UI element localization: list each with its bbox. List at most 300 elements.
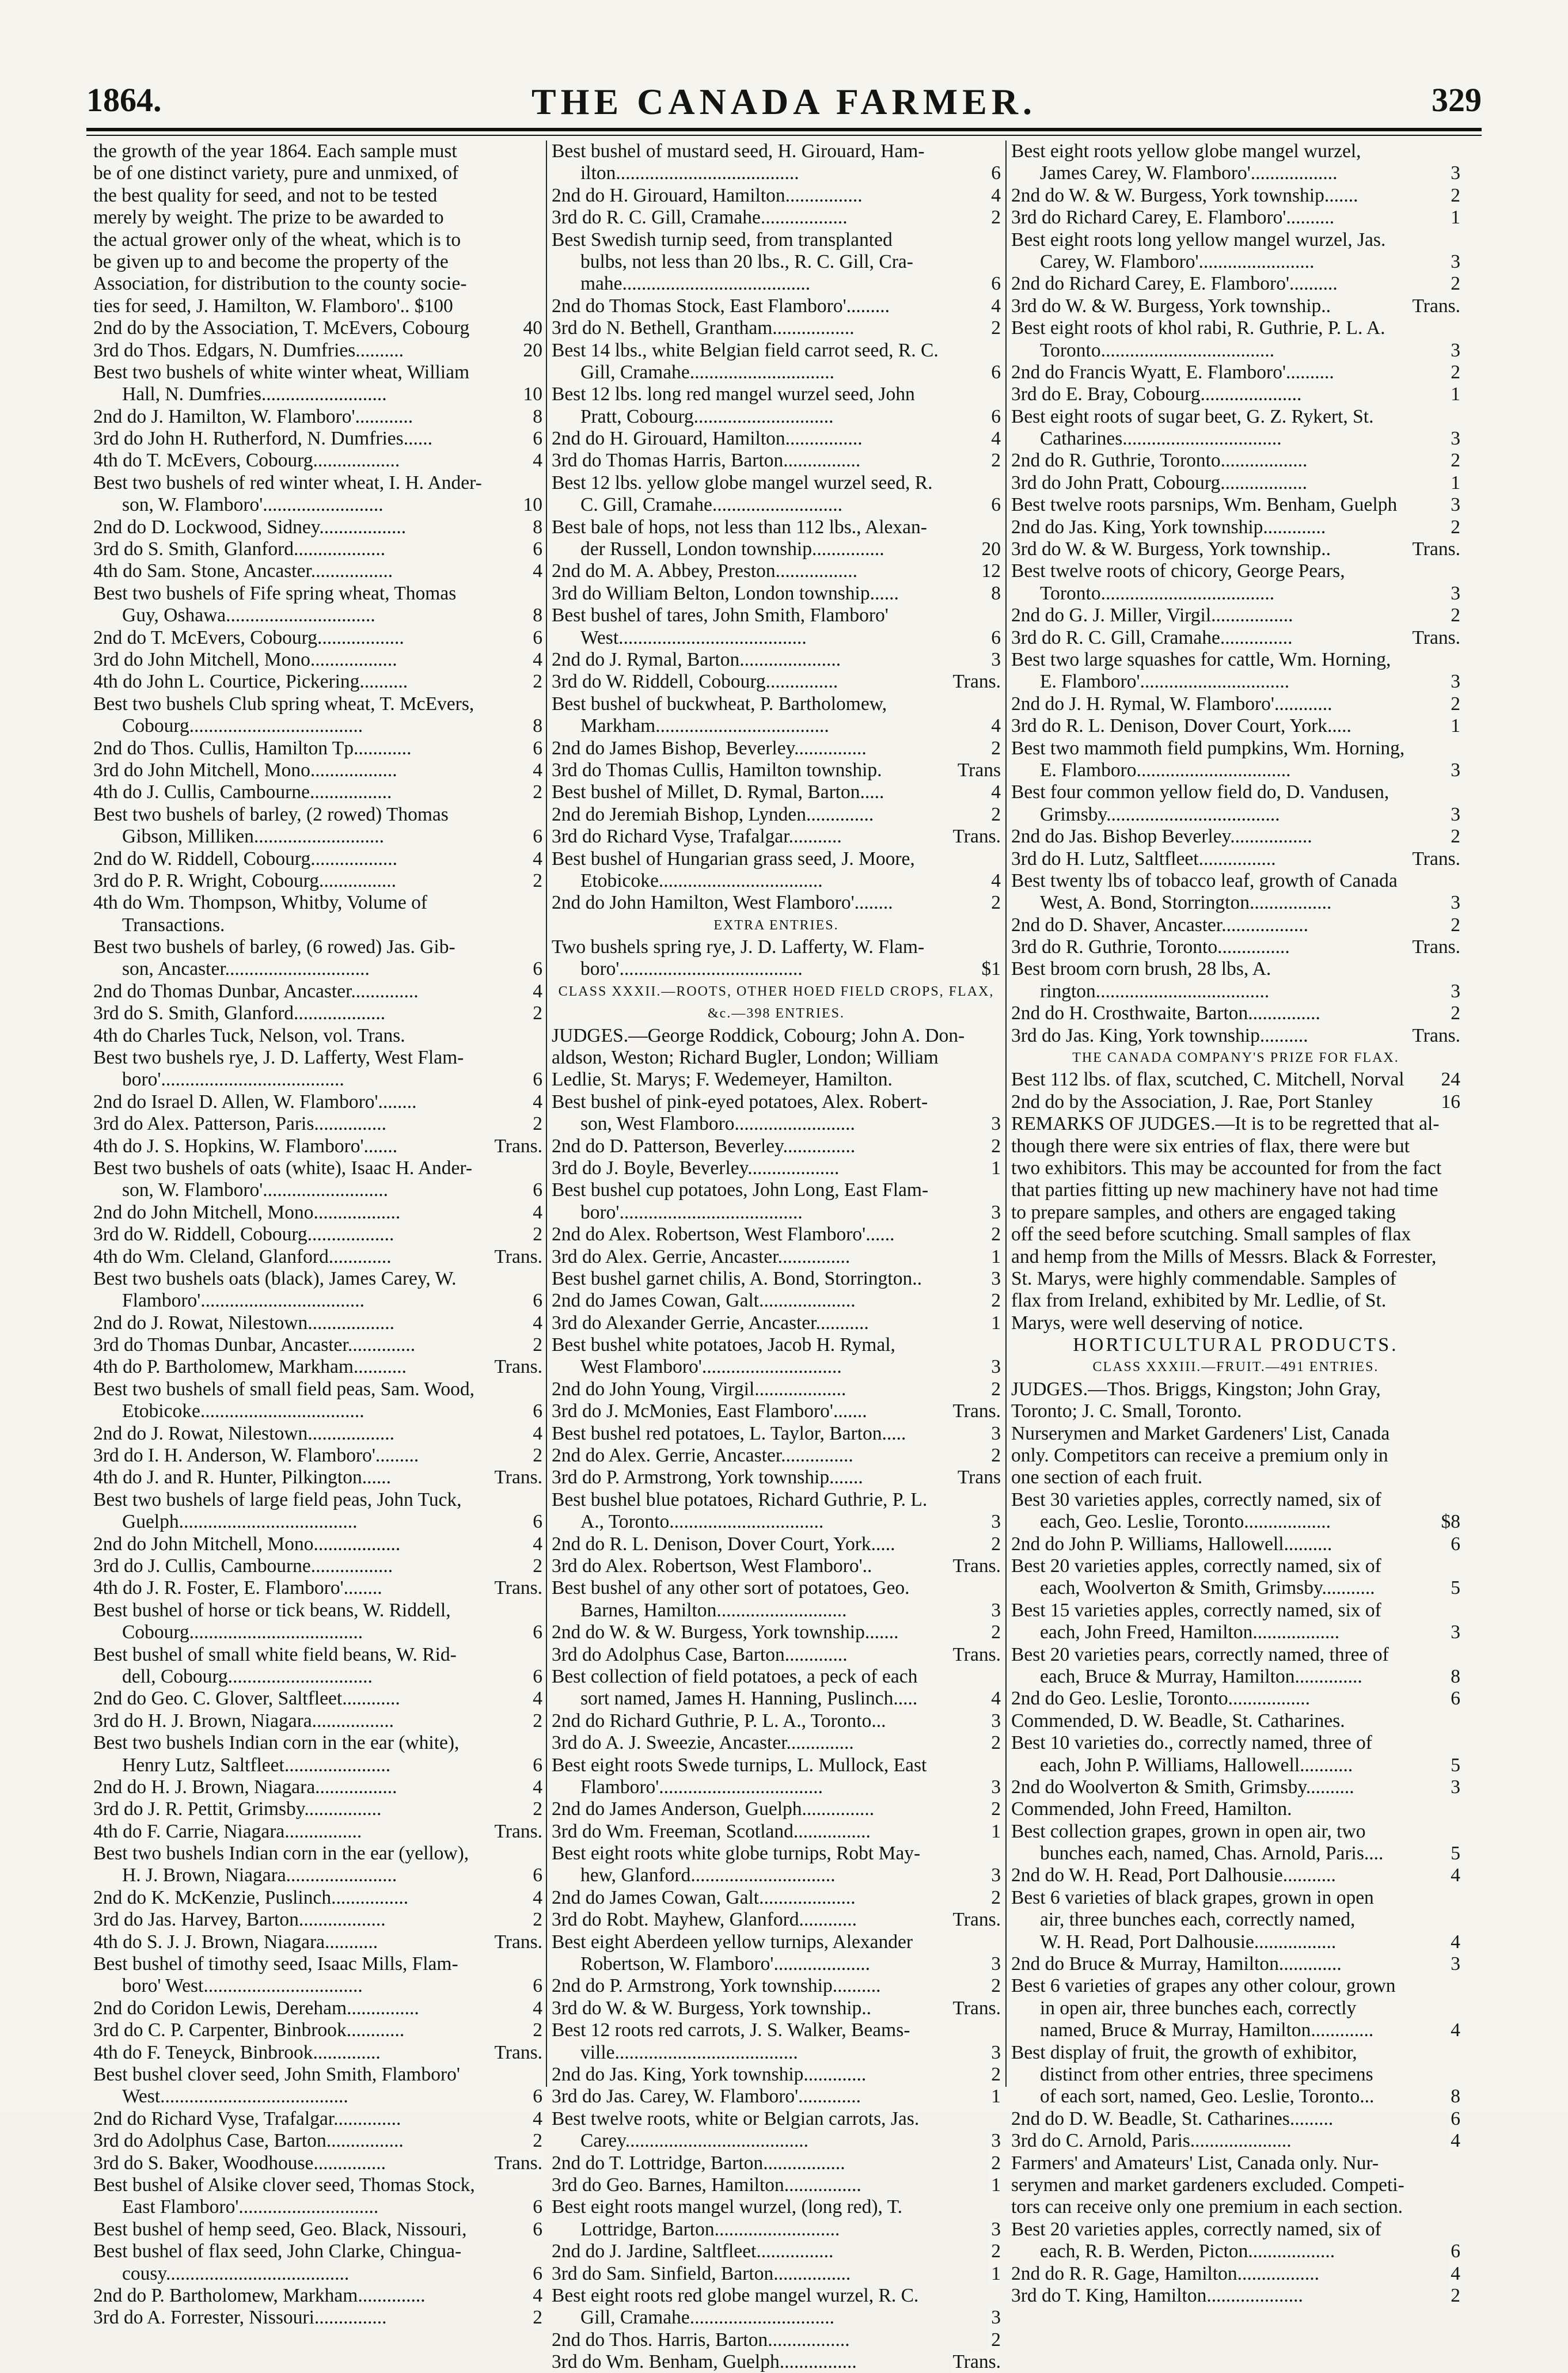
line-text: THE CANADA COMPANY'S PRIZE FOR FLAX. [1072, 1050, 1399, 1066]
line-text: West, A. Bond, Storrington................. [1040, 892, 1332, 914]
prize-list-line [552, 1931, 1001, 1953]
prize-list-line [93, 1202, 542, 1224]
prize-list-line [93, 2108, 542, 2130]
line-text: Best two bushels of Fife spring wheat, Thomas [93, 582, 457, 604]
line-text: Best bushel of any other sort of potatoes, Geo. [552, 1577, 910, 1599]
prize-list-line [552, 384, 1001, 405]
line-text: A., Toronto................................ [580, 1511, 824, 1533]
prize-amount: Trans [955, 760, 1001, 781]
prize-list-line [1011, 1136, 1460, 1157]
line-text: 2nd do J. Rymal, Barton..................... [552, 648, 841, 670]
prize-amount: 2 [530, 1909, 542, 1931]
line-text: JUDGES.—Thos. Briggs, Kingston; John Gray, [1011, 1378, 1381, 1400]
prize-list-line [552, 1246, 1001, 1268]
line-text: Best 20 varieties pears, correctly named, three of [1011, 1643, 1389, 1665]
prize-list-line [1011, 1379, 1460, 1400]
line-text: 3rd do Alex. Gerrie, Ancaster............... [552, 1246, 851, 1267]
prize-amount: Trans. [492, 2042, 542, 2064]
prize-list-line [552, 1755, 1001, 1776]
line-text: Best eight roots yellow globe mangel wurzel, [1011, 141, 1361, 162]
prize-list-line [552, 1843, 1001, 1865]
prize-list-line [93, 1710, 542, 1732]
prize-amount: Trans. [951, 2351, 1001, 2373]
line-text: 3rd do W. & W. Burgess, York township.. [1011, 295, 1331, 317]
line-text: Ledlie, St. Marys; F. Wedemeyer, Hamilton. [552, 1069, 893, 1091]
prize-list-line [93, 560, 542, 582]
prize-amount: 3 [1448, 981, 1460, 1003]
prize-list-line [552, 517, 1001, 538]
prize-list-line [552, 2019, 1001, 2041]
prize-amount: 2 [989, 1136, 1001, 1157]
line-text: Guy, Oshawa............................... [122, 605, 375, 627]
prize-list-line [1011, 1400, 1460, 1422]
prize-amount: $1 [979, 958, 1001, 980]
line-text: 2nd do J. Hamilton, W. Flamboro'............ [93, 405, 413, 427]
prize-list-line [93, 340, 542, 362]
prize-list-line [93, 251, 542, 273]
line-text: 3rd do Jas. Carey, W. Flamboro'............. [552, 2086, 861, 2108]
prize-amount: 6 [1448, 1688, 1460, 1710]
prize-list-line [1011, 317, 1460, 339]
line-text: &c.—398 ENTRIES. [708, 1006, 845, 1022]
prize-amount: 3 [989, 649, 1001, 671]
prize-list-line [1011, 1798, 1460, 1820]
prize-list-line [552, 693, 1001, 715]
line-text: 3rd do W. & W. Burgess, York township.. [552, 1997, 872, 2019]
line-text: 2nd do H. Girouard, Hamilton................ [552, 428, 863, 450]
prize-amount: 6 [989, 273, 1001, 295]
prize-amount: Trans. [492, 2152, 542, 2174]
prize-list-line [1011, 1467, 1460, 1489]
prize-list-line [1011, 2086, 1460, 2108]
prize-list-line [552, 317, 1001, 339]
line-text: 3rd do Thomas Dunbar, Ancaster.............. [93, 1334, 416, 1356]
line-text: 2nd do D. Shaver, Ancaster.................. [1011, 914, 1308, 936]
prize-amount: 2 [530, 2019, 542, 2041]
prize-list-line [1011, 1157, 1460, 1179]
prize-amount: 2 [1448, 693, 1460, 715]
line-text: 3rd do Richard Carey, E. Flamboro'.......... [1011, 207, 1335, 229]
line-text: 2nd do Geo. C. Glover, Saltfleet............ [93, 1688, 400, 1710]
line-text: 3rd do S. Smith, Glanford................... [93, 1003, 386, 1024]
line-text: Best twelve roots, white or Belgian carrots, Jas. [552, 2108, 920, 2129]
line-text: 3rd do John Mitchell, Mono.................. [93, 648, 397, 670]
line-text: 3rd do S. Smith, Glanford................... [93, 538, 386, 560]
line-text: Best twelve roots parsnips, Wm. Benham, Guelph [1011, 494, 1398, 516]
prize-list-line [93, 1666, 542, 1688]
prize-amount: 10 [521, 494, 543, 516]
line-text: Best four common yellow field do, D. Vandusen, [1011, 781, 1389, 803]
line-text: boro'...................................... [580, 1201, 803, 1223]
line-text: 2nd do John P. Williams, Hallowell.......... [1011, 1533, 1332, 1555]
line-text: 3rd do W. Riddell, Cobourg............... [552, 671, 838, 693]
line-text: 3rd do R. C. Gill, Cramahe............... [1011, 627, 1293, 648]
prize-list-line [93, 2241, 542, 2262]
prize-list-line [1011, 693, 1460, 715]
line-text: 3rd do Adolphus Case, Barton................ [93, 2130, 404, 2152]
prize-list-line [552, 1887, 1001, 1909]
prize-amount: 6 [530, 1975, 542, 1997]
line-text: flax from Ireland, exhibited by Mr. Ledlie, of St. [1011, 1290, 1387, 1312]
prize-amount: Trans. [492, 1577, 542, 1599]
prize-list-line [93, 185, 542, 207]
prize-list-line [93, 693, 542, 715]
prize-list-line [552, 848, 1001, 870]
line-text: boro'...................................... [122, 1069, 344, 1091]
prize-amount: 6 [530, 826, 542, 848]
line-text: Best bushel of flax seed, John Clarke, Chingua- [93, 2241, 462, 2262]
prize-list-line [552, 1909, 1001, 1931]
prize-amount: 3 [989, 2042, 1001, 2064]
prize-list-line [1011, 162, 1460, 184]
prize-list-line [1011, 1511, 1460, 1533]
prize-list-line [1011, 1953, 1460, 1975]
prize-list-line [93, 1025, 542, 1047]
line-text: 2nd do Woolverton & Smith, Grimsby.......... [1011, 1776, 1354, 1798]
prize-list-line [93, 605, 542, 627]
line-text: Best eight roots red globe mangel wurzel, R. C. [552, 2284, 919, 2306]
prize-amount: 3 [989, 1600, 1001, 1622]
line-text: Best 12 lbs. yellow globe mangel wurzel seed, R. [552, 472, 933, 493]
prize-list-line [1011, 605, 1460, 627]
page-header [86, 81, 1482, 132]
prize-amount: 20 [979, 538, 1001, 560]
line-text: Best bushel blue potatoes, Richard Guthrie, P. L. [552, 1489, 928, 1510]
line-text: 3rd do R. Guthrie, Toronto............... [1011, 936, 1290, 958]
line-text: the best quality for seed, and not to be tested [93, 184, 438, 206]
prize-amount: 2 [1448, 826, 1460, 848]
line-text: Cobourg.................................... [122, 1622, 363, 1643]
prize-list-line [1011, 2219, 1460, 2241]
line-text: 3rd do J. Boyle, Beverley................... [552, 1157, 840, 1179]
line-text: Two bushels spring rye, J. D. Lafferty, W. Flam- [552, 936, 925, 958]
line-text: H. J. Brown, Niagara....................... [122, 1865, 397, 1886]
line-text: 2nd do P. Armstrong, York township.......... [552, 1975, 881, 1997]
line-text: 3rd do H. J. Brown, Niagara................. [93, 1710, 394, 1732]
prize-list-line [1011, 384, 1460, 405]
prize-list-line [1011, 627, 1460, 649]
prize-amount: 4 [989, 870, 1001, 892]
prize-list-line [93, 1467, 542, 1489]
line-text: 3rd do W. Riddell, Cobourg.................. [93, 1224, 394, 1246]
prize-list-line [552, 1998, 1001, 2019]
line-text: Best bushel of Millet, D. Rymal, Barton..... [552, 781, 884, 803]
line-text: Best bushel of hemp seed, Geo. Black, Nissouri, [93, 2218, 467, 2240]
line-text: 4th do Charles Tuck, Nelson, vol. Trans. [93, 1024, 405, 1046]
prize-amount: 4 [530, 1887, 542, 1909]
prize-list-line [552, 2329, 1001, 2351]
line-text: W. H. Read, Port Dalhousie................. [1040, 1931, 1337, 1953]
prize-list-line [552, 1489, 1001, 1511]
prize-list-line [552, 141, 1001, 162]
prize-list-line [93, 2285, 542, 2307]
prize-amount: 8 [530, 517, 542, 538]
prize-list-line [552, 2307, 1001, 2329]
line-text: each, Geo. Leslie, Toronto.................. [1040, 1511, 1331, 1533]
line-text: 3rd do C. P. Carpenter, Binbrook............ [93, 2019, 405, 2041]
prize-list-line [552, 1511, 1001, 1533]
prize-list-line [1011, 141, 1460, 162]
prize-list-line [1011, 185, 1460, 207]
prize-list-line [1011, 1998, 1460, 2019]
line-text: 2nd do D. Lockwood, Sidney.................. [93, 516, 407, 538]
line-text: EXTRA ENTRIES. [713, 917, 839, 933]
line-text: Best two bushels Indian corn in the ear (yellow), [93, 1843, 469, 1865]
prize-list-line [93, 1379, 542, 1400]
prize-list-line [1011, 1755, 1460, 1776]
prize-list-line [1011, 1179, 1460, 1201]
prize-amount: 3 [1448, 804, 1460, 826]
line-text: Etobicoke.................................. [580, 870, 823, 891]
prize-list-line [1011, 1931, 1460, 1953]
column-divider [546, 141, 547, 2087]
line-text: 2nd do H. J. Brown, Niagara................. [93, 1776, 397, 1798]
prize-list-line [552, 760, 1001, 781]
prize-amount: 3 [1448, 494, 1460, 516]
line-text: 3rd do S. Baker, Woodhouse............... [93, 2152, 386, 2174]
prize-list-line [1011, 1600, 1460, 1622]
prize-list-line [1011, 2152, 1460, 2174]
prize-amount: 2 [1448, 1003, 1460, 1024]
prize-amount: 2 [989, 892, 1001, 914]
prize-list-line [93, 2219, 542, 2241]
line-text: Toronto.................................... [1040, 339, 1275, 361]
prize-amount: 3 [1448, 428, 1460, 450]
line-text: Guelph..................................... [122, 1511, 358, 1533]
prize-list-line [1011, 1887, 1460, 1909]
prize-amount: 6 [530, 1755, 542, 1776]
line-text: 3rd do J. McMonies, East Flamboro'....... [552, 1400, 867, 1422]
prize-list-line [93, 715, 542, 737]
prize-amount: $8 [1439, 1511, 1461, 1533]
line-text: Grimsby.................................... [1040, 803, 1280, 825]
prize-list-line [93, 1334, 542, 1356]
prize-amount: 1 [1448, 207, 1460, 229]
line-text: Best bushel garnet chilis, A. Bond, Storrington.. [552, 1267, 922, 1289]
prize-list-line [552, 1290, 1001, 1312]
prize-list-line [93, 406, 542, 428]
line-text: 3rd do H. Lutz, Saltfleet................ [1011, 848, 1276, 870]
prize-list-line [1011, 958, 1460, 980]
prize-list-line [552, 1379, 1001, 1400]
line-text: Marys, were well deserving of notice. [1011, 1312, 1303, 1334]
prize-list-line [1011, 2019, 1460, 2041]
prize-list-line [552, 826, 1001, 848]
prize-amount: 6 [530, 738, 542, 760]
prize-list-line [93, 1268, 542, 1290]
prize-list-line [93, 1821, 542, 1843]
prize-list-line [93, 1290, 542, 1312]
prize-amount: 8 [1448, 1666, 1460, 1688]
prize-amount: 4 [530, 1688, 542, 1710]
prize-list-line [93, 738, 542, 760]
line-text: each, John Freed, Hamilton.................. [1040, 1622, 1340, 1643]
prize-list-line [552, 715, 1001, 737]
prize-amount: Trans. [1410, 538, 1460, 560]
line-text: Markham.................................... [580, 715, 829, 737]
prize-list-line [552, 2064, 1001, 2086]
prize-amount: 3 [1448, 1622, 1460, 1643]
line-text: Best 20 varieties apples, correctly named, six of [1011, 2218, 1381, 2240]
prize-list-line [1011, 295, 1460, 317]
line-text: off the seed before scutching. Small samples of flax [1011, 1224, 1411, 1246]
prize-amount: 8 [1448, 2086, 1460, 2108]
line-text: 2nd do J. H. Rymal, W. Flamboro'............ [1011, 693, 1332, 715]
prize-list-line [1011, 826, 1460, 848]
prize-list-line [93, 1688, 542, 1710]
prize-amount: 6 [989, 362, 1001, 384]
line-text: Pratt, Cobourg............................. [580, 405, 834, 427]
prize-amount: 2 [989, 1798, 1001, 1820]
prize-list-line [93, 804, 542, 826]
prize-amount: Trans. [1410, 1025, 1460, 1047]
prize-list-line [93, 2130, 542, 2152]
prize-list-line [552, 671, 1001, 693]
prize-list-line [93, 494, 542, 516]
line-text: Best broom corn brush, 28 lbs, A. [1011, 958, 1271, 980]
prize-amount: 2 [989, 1533, 1001, 1555]
prize-list-line [93, 914, 542, 936]
prize-list-line [1011, 936, 1460, 958]
prize-list-line [552, 627, 1001, 649]
prize-list-line [552, 362, 1001, 384]
prize-amount: 2 [530, 1334, 542, 1356]
prize-amount: 3 [1448, 583, 1460, 605]
line-text: 2nd do J. Rowat, Nilestown.................. [93, 1312, 394, 1334]
line-text: Best bushel clover seed, John Smith, Flamboro' [93, 2063, 460, 2085]
section-heading [552, 981, 1001, 1003]
column-1 [93, 141, 542, 2329]
prize-list-line [93, 1069, 542, 1091]
prize-list-line [552, 936, 1001, 958]
prize-amount: 6 [530, 1511, 542, 1533]
prize-list-line [1011, 1821, 1460, 1843]
line-text: 3rd do Jas. King, York township.......... [1011, 1024, 1308, 1046]
line-text: 2nd do Richard Vyse, Trafalgar.............. [93, 2108, 401, 2129]
prize-list-line [552, 185, 1001, 207]
line-text: ville...................................... [580, 2041, 798, 2063]
prize-amount: 2 [989, 1379, 1001, 1400]
prize-list-line [93, 649, 542, 671]
line-text: 3rd do Richard Vyse, Trafalgar........... [552, 826, 842, 848]
prize-amount: 3 [989, 2219, 1001, 2241]
prize-list-line [1011, 1246, 1460, 1268]
prize-amount: 1 [989, 2263, 1001, 2285]
section-heading [552, 914, 1001, 936]
prize-list-line [552, 207, 1001, 229]
prize-list-line [1011, 760, 1460, 781]
prize-list-line [552, 1467, 1001, 1489]
issue-year: 1864. [86, 81, 162, 119]
prize-list-line [93, 384, 542, 405]
prize-list-line [1011, 1975, 1460, 1997]
line-text: 2nd do John Mitchell, Mono.................. [93, 1533, 401, 1555]
line-text: St. Marys, were highly commendable. Samples of [1011, 1267, 1396, 1289]
prize-list-line [1011, 2108, 1460, 2130]
line-text: 3rd do Alex. Patterson, Paris............... [93, 1113, 386, 1135]
line-text: 2nd do J. Rowat, Nilestown.................. [93, 1422, 394, 1444]
prize-amount: 3 [989, 1113, 1001, 1135]
line-text: Best two bushels of white winter wheat, William [93, 361, 470, 383]
prize-list-line [552, 273, 1001, 295]
prize-amount: 3 [989, 2307, 1001, 2329]
line-text: 2nd do R. L. Denison, Dover Court, York..... [552, 1533, 895, 1555]
prize-list-line [93, 1489, 542, 1511]
prize-amount: 3 [1448, 1776, 1460, 1798]
prize-list-line [93, 1555, 542, 1577]
line-text: Best bale of hops, not less than 112 lbs., Alexan- [552, 516, 927, 538]
prize-amount: 3 [989, 2130, 1001, 2152]
prize-list-line [93, 1533, 542, 1555]
line-text: distinct from other entries, three specimens [1040, 2063, 1373, 2085]
prize-list-line [93, 1224, 542, 1246]
prize-list-line [93, 1246, 542, 1268]
prize-amount: 1 [989, 2174, 1001, 2196]
line-text: Hall, N. Dumfries.......................... [122, 384, 387, 405]
prize-amount: 2 [1448, 2285, 1460, 2307]
line-text: Best bushel of mustard seed, H. Girouard, Ham- [552, 141, 925, 162]
line-text: named, Bruce & Murray, Hamilton............. [1040, 2019, 1374, 2041]
prize-amount: 24 [1439, 1069, 1461, 1091]
prize-list-line [552, 162, 1001, 184]
prize-list-line [552, 1069, 1001, 1091]
line-text: ilton...................................... [580, 162, 799, 184]
prize-amount: 12 [979, 560, 1001, 582]
prize-list-line [552, 494, 1001, 516]
prize-amount: 4 [989, 781, 1001, 803]
prize-list-line [552, 1798, 1001, 1820]
prize-list-line [552, 1224, 1001, 1246]
prize-amount: 3 [989, 1202, 1001, 1224]
prize-list-line [93, 1622, 542, 1643]
prize-list-line [93, 2086, 542, 2108]
prize-list-line [93, 826, 542, 848]
prize-amount: 4 [530, 2108, 542, 2130]
prize-amount: 6 [1448, 1533, 1460, 1555]
prize-list-line [1011, 229, 1460, 251]
line-text: JUDGES.—George Roddick, Cobourg; John A. Don- [552, 1024, 965, 1046]
prize-list-line [93, 229, 542, 251]
prize-list-line [93, 1975, 542, 1997]
line-text: Toronto.................................... [1040, 582, 1275, 604]
prize-amount: 4 [989, 715, 1001, 737]
line-text: merely by weight. The prize to be awarded to [93, 207, 444, 229]
prize-list-line [93, 2174, 542, 2196]
prize-amount: 40 [521, 317, 543, 339]
line-text: CLASS XXXII.—ROOTS, OTHER HOED FIELD CROPS, FLAX, [558, 984, 994, 999]
prize-amount: 2 [989, 2064, 1001, 2086]
prize-list-line [1011, 1622, 1460, 1643]
prize-list-line [552, 1622, 1001, 1643]
line-text: Best eight roots long yellow mangel wurzel, Jas. [1011, 229, 1386, 250]
prize-list-line [1011, 804, 1460, 826]
prize-list-line [1011, 2130, 1460, 2152]
prize-amount: 3 [1448, 162, 1460, 184]
prize-amount: 2 [989, 1732, 1001, 1754]
prize-list-line [552, 1953, 1001, 1975]
prize-list-line [1011, 1202, 1460, 1224]
prize-list-line [552, 1555, 1001, 1577]
prize-amount: 6 [530, 2196, 542, 2218]
prize-list-line [552, 1179, 1001, 1201]
line-text: 2nd do Alex. Robertson, West Flamboro'...... [552, 1224, 895, 1246]
prize-list-line [1011, 450, 1460, 472]
prize-list-line [93, 892, 542, 914]
line-text: Best twelve roots of chicory, George Pears, [1011, 560, 1345, 582]
line-text: 2nd do John Mitchell, Mono.................. [93, 1201, 401, 1223]
prize-list-line [93, 1644, 542, 1666]
prize-list-line [552, 1025, 1001, 1047]
